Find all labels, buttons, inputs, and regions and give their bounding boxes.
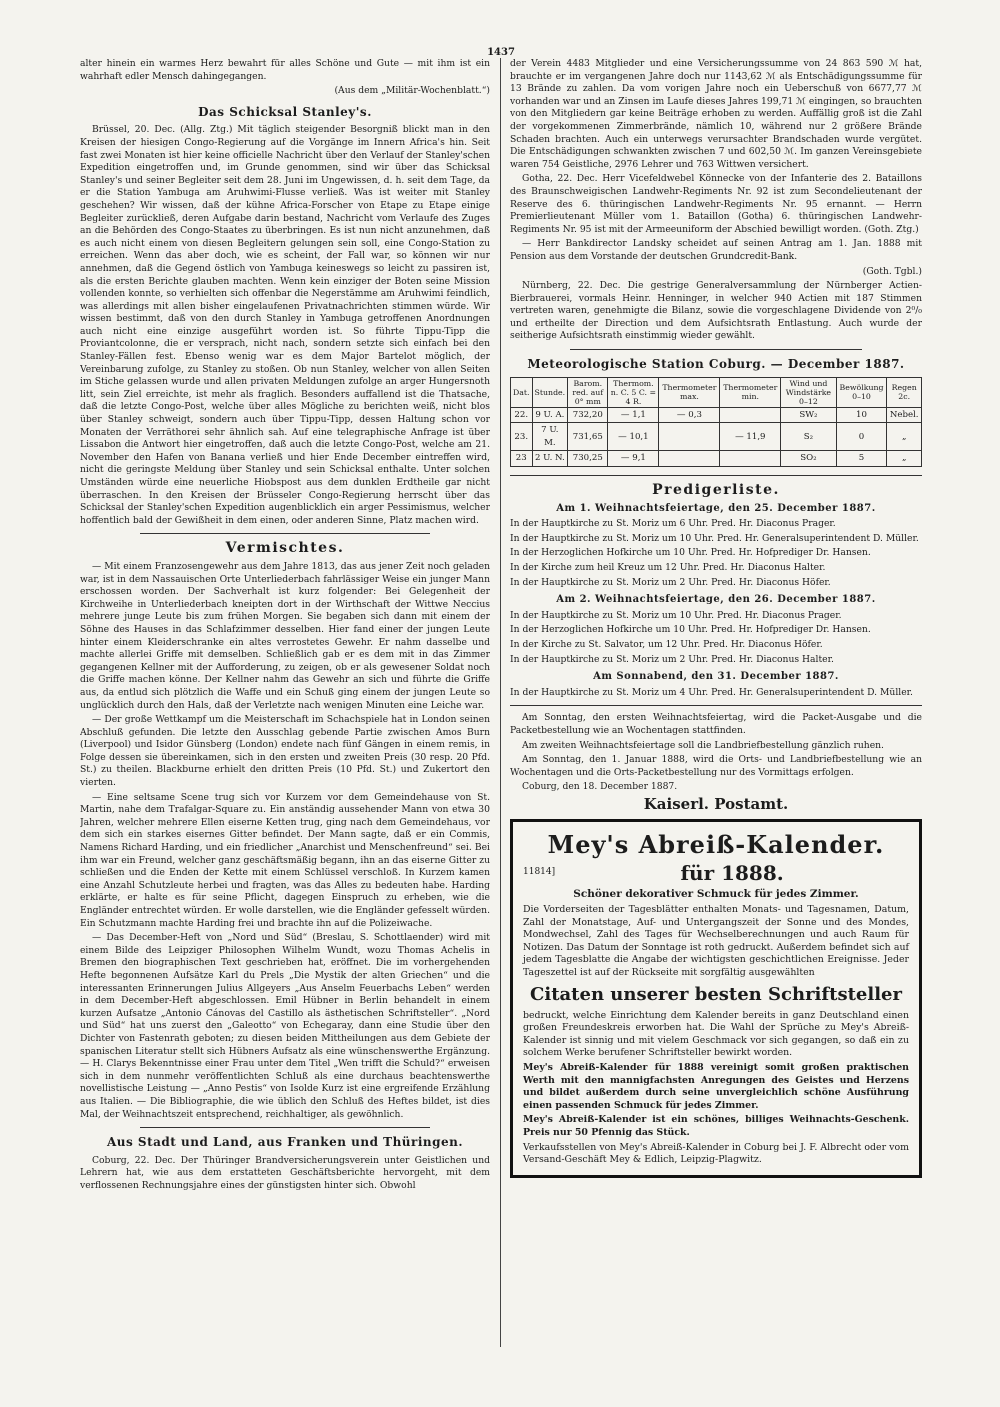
section-divider	[510, 475, 922, 476]
meteorology-heading: Meteorologische Station Coburg. — December 1887.	[527, 357, 905, 372]
column-header: Bewölkung 0–10	[836, 377, 887, 407]
ad-paragraph: bedruckt, welche Einrichtung dem Kalender bereits in ganz Deutschland einen großen Freundeskreis erworben hat. Die Wahl der Sprüche zu Mey's Abreiß-Kalender ist sinnig und mit vielem Geschmack vor sich gegangen, so daß ein zu solchem Werke berufener Schriftsteller bewirkt worden.	[523, 1009, 909, 1059]
news-paragraph: der Verein 4483 Mitglieder und eine Versicherungssumme von 24 863 590 ℳ hat, brauchte er im vergangenen Jahre doch nur 1143,62 ℳ als Entschädigungssumme für 13 Brände zu zahlen. Da vom vorigen Jahre noch ein Ueberschuß von 6677,77 ℳ vorhanden war und an Zinsen im Laufe dieses Jahres 199,71 ℳ eingingen, so brauchten von den Mitgliedern gar keine Beiträge erhoben zu werden. Auffällig groß ist die Zahl der vorgekommenen Zimmerbrände, nämlich 10, während nur 2 größere Brände Schaden brachten. Auch ein unterwegs verursachter Brandschaden wurde vergütet. Die Entschädigungen schwankten zwischen 7 und 602,50 ℳ. Im ganzen Vereinsgebiete waren 754 Geistliche, 2976 Lehrer und 763 Wittwen versichert.	[510, 58, 922, 170]
section-divider	[140, 1127, 430, 1128]
table-cell: — 1,1	[608, 407, 659, 423]
table-cell: 0	[836, 423, 887, 451]
ad-subtitle: Citaten unserer besten Schriftsteller	[530, 983, 902, 1005]
news-paragraph: Gotha, 22. Dec. Herr Vicefeldwebel Könnecke von der Infanterie des 2. Bataillons des Braunschweigischen Landwehr-Regiments Nr. 92 ist zum Secondelieutenant der Reserve des 6. thüringischen Landwehr-Regiments Nr. 95 ernannt. — Herrn Premierlieutenant Müller vom 1. Bataillon (Gotha) 6. thüringischen Landwehr-Regiments Nr. 95 ist mit der Armeeuniform der Abschied bewilligt worden. (Goth. Ztg.)	[510, 173, 922, 235]
news-source: (Goth. Tgbl.)	[862, 265, 922, 277]
intro-text: alter hinein ein warmes Herz bewahrt für alles Schöne und Gute — mit ihm ist ein wahrhaft edler Mensch dahingegangen.	[80, 58, 490, 82]
stadt-land-paragraph: Coburg, 22. Dec. Der Thüringer Brandversicherungsverein unter Geistlichen und Lehrern hat, wie aus dem erstatteten Geschäftsberichte hervorgeht, mit dem verflossenen Rechnungsjahre eines der günstigsten hinter sich. Obwohl	[80, 1154, 490, 1191]
table-cell: 5	[836, 451, 887, 467]
ad-tagline: Schöner dekorativer Schmuck für jedes Zimmer.	[573, 887, 859, 900]
vermischtes-paragraph: — Mit einem Franzosengewehr aus dem Jahre 1813, das aus jener Zeit noch geladen war, ist in dem Nassauischen Orte Unterliederbach fahrlässiger Weise ein junger Mann erschossen worden. Der Sachverhalt ist kurz folgender: Bei Gelegenheit der Kirchweihe in Unterliederbach kneipten dort in der Wirthschaft der Wittwe Neccius mehrere junge Leute bis zum frühen Morgen. Sie begaben sich dann mit einem der Söhne des Hauses in das Schlafzimmer desselben. Hier fand einer der jungen Leute hinter einem Kleiderschranke ein altes verrostetes Gewehr. Er nahm dasselbe und machte allerlei Griffe mit demselben. Schließlich gab er es dem mit in das Zimmer gegangenen Kellner mit der Aufforderung, zu zeigen, ob er als gewesener Soldat noch die Griffe machen könne. Der Kellner nahm das Gewehr an sich und führte die Griffe aus, da entlud sich plötzlich die Waffe und ein Schuß ging einem der jungen Leute so unglücklich durch den Hals, daß der Verletzte nach wenigen Minuten eine Leiche war.	[80, 560, 490, 711]
post-date: Coburg, den 18. December 1887.	[522, 781, 678, 793]
table-row	[511, 423, 922, 451]
service-item: In der Hauptkirche zu St. Moriz um 4 Uhr. Pred. Hr. Generalsuperintendent D. Müller.	[510, 686, 913, 698]
table-cell: 2 U. N.	[532, 451, 568, 467]
news-paragraph: Nürnberg, 22. Dec. Die gestrige Generalversammlung der Nürnberger Actien-Bierbrauerei, vormals Heinr. Henninger, in welcher 940 Actien mit 187 Stimmen vertreten waren, genehmigte die Bilanz, sowie die vorgeschlagene Dividende von 2⁰/₀ und ertheilte der Direction und dem Aufsichtsrath Entlastung. Auch wurde der seitherige Aufsichtsrath einstimmig wieder gewählt.	[510, 280, 922, 342]
column-header: Thermometer max.	[659, 377, 720, 407]
calendar-advertisement	[510, 819, 922, 1178]
column-header: Dat.	[511, 377, 533, 407]
ad-paragraph: Mey's Abreiß-Kalender für 1888 vereinigt somit großen praktischen Werth mit den mannigfachsten Anregungen des Geistes und Herzens und bildet außerdem durch seine unvergleichlich schöne Ausführung einen passenden Schmuck für jedes Zimmer.	[523, 1062, 909, 1111]
table-row	[511, 407, 922, 423]
stanley-paragraph: Brüssel, 20. Dec. (Allg. Ztg.) Mit täglich steigender Besorgniß blickt man in den Kreisen der hiesigen Congo-Regierung auf die Vorgänge im Innern Africa's hin. Seit fast zwei Monaten ist hier keine officielle Nachricht über den Verlauf der Stanley'schen Expedition eingetroffen und, im Grunde genommen, sind wir über das Schicksal Stanley's und seiner Begleiter seit dem 28. Juni im Ungewissen, d. h. seit dem Tage, da er die Station Yambuga am Aruhwimi-Flusse verließ. Was ist weiter mit Stanley geschehen? Wir wissen, daß der kühne Africa-Forscher von Etape zu Etape einige Begleiter zurückließ, deren Aufgabe darin bestand, Nachricht vom Verlaufe des Zuges an die Behörden des Congo-Staates zu überbringen. Es ist nun nicht anzunehmen, daß es auch nicht einem von diesen Begleitern gelungen sein soll, eine Congo-Station zu erreichen. Wenn das aber doch, wie es scheint, der Fall war, so können wir nur annehmen, daß die Gegend östlich von Yambuga keineswegs so leicht zu passiren ist, als die ersten Berichte glauben machten. Wenn kein einziger der Boten seine Mission vollenden konnte, so verhielten sich offenbar die Negerstämme am Aruhwimi feindlich, was allerdings mit allen bisher eingelaufenen Privatnachrichten stimmen würde. Wir wissen bestimmt, daß von den durch Stanley in Yambuga getroffenen Anordnungen auch nicht eine einzige ausgeführt worden ist. So führte Tippu-Tipp die Proviantcolonne, die er versprach, nicht nach, sondern setzte sich einfach bei den Stanley-Fällen fest. Ebenso wenig war es dem Major Bartelot möglich, der Vereinbarung zufolge, zu Stanley zu stoßen. Ob nun Stanley, welcher von allen Seiten im Stiche gelassen wurde und allen privaten Meldungen zufolge an arger Hungersnoth litt, sein Ziel erreichte, ist mehr als fraglich. Besonders auffallend ist die Thatsache, daß die letzte Congo-Post, welche über alles Mögliche zu berichten weiß, nicht blos über Stanley schweigt, sondern auch über Tippu-Tipp, dessen Haltung schon vor Monaten der Verräthorei sehr ähnlich sah. Auf eine telegraphische Anfrage ist über Lissabon die Antwort hier eingetroffen, daß auch die letzte Congo-Post, welche am 21. November den Hafen von Banana verließ und hier Ende December eintreffen wird, nicht die geringste Meldung über Stanley und sein Schicksal enthalte. Unter solchen Umständen würde eine neuerliche Hiobspost aus dem dunklen Erdtheile gar nicht überraschen. In den Kreisen der Brüsseler Congo-Regierung herrscht über das Schicksal der Stanley'schen Expedition augenblicklich ein arger Pessimismus, welcher hoffentlich bald der Gewißheit in dem einen, oder anderen Sinne, Platz machen wird.	[80, 124, 490, 526]
service-item: In der Hauptkirche zu St. Moriz um 2 Uhr. Pred. Hr. Diaconus Halter.	[510, 653, 834, 665]
post-paragraph: Am zweiten Weihnachtsfeiertage soll die Landbriefbestellung gänzlich ruhen.	[522, 739, 884, 751]
column-divider	[500, 58, 501, 1347]
table-cell: S₂	[781, 423, 836, 451]
service-item: In der Kirche zu St. Salvator, um 12 Uhr. Pred. Hr. Diaconus Höfer.	[510, 638, 823, 650]
service-day-heading: Am 2. Weihnachtsfeiertage, den 26. December 1887.	[556, 594, 876, 606]
stanley-heading: Das Schicksal Stanley's.	[198, 104, 372, 119]
ad-title: Mey's Abreiß-Kalender.	[547, 829, 885, 859]
table-cell: 732,20	[568, 407, 608, 423]
ad-paragraph: Die Vorderseiten der Tagesblätter enthalten Monats- und Tagesnamen, Datum, Zahl der Monatstage, Auf- und Untergangszeit der Sonne und des Mondes, Mondwechsel, Zahl des Tages für Wechselberechnungen und auch Raum für Notizen. Das Datum der Sonntage ist roth gedruckt. Außerdem befindet sich auf jedem Tagesblatte die Angabe der wichtigsten geschichtlichen Ereignisse. Jeder Tageszettel ist auf der Rückseite mit sorgfältig ausgewählten	[523, 904, 909, 979]
vermischtes-paragraph: — Der große Wettkampf um die Meisterschaft im Schachspiele hat in London seinen Abschluß gefunden. Die letzte den Ausschlag gebende Partie zwischen Amos Burn (Liverpool) und Isidor Günsberg (London) endete nach fünf Gängen in einem remis, in Folge dessen sie übereinkamen, sich in den ersten und zweiten Preis (30 resp. 20 Pfd. St.) zu theilen. Blackburne erhielt den dritten Preis (10 Pfd. St.) und Zukertort den vierten.	[80, 714, 490, 789]
section-divider	[510, 705, 922, 706]
section-divider	[570, 349, 862, 350]
service-item: In der Hauptkirche zu St. Moriz um 10 Uhr. Pred. Hr. Generalsuperintendent D. Müller.	[510, 532, 919, 544]
table-cell: „	[887, 451, 922, 467]
table-cell	[659, 423, 720, 451]
table-header-row	[511, 377, 922, 407]
column-header: Barom. red. auf 0° mm	[568, 377, 608, 407]
table-cell	[659, 451, 720, 467]
service-day-heading: Am Sonnabend, den 31. December 1887.	[593, 671, 839, 683]
table-cell	[720, 451, 781, 467]
table-cell: — 10,1	[608, 423, 659, 451]
table-cell: 7 U. M.	[532, 423, 568, 451]
post-paragraph: Am Sonntag, den 1. Januar 1888, wird die Orts- und Landbriefbestellung wie an Wochentagen und die Orts-Packetbestellung nur des Vormittags erfolgen.	[510, 754, 922, 778]
table-cell: 9 U. A.	[532, 407, 568, 423]
table-cell: 22.	[511, 407, 533, 423]
service-item: In der Hauptkirche zu St. Moriz um 6 Uhr. Pred. Hr. Diaconus Prager.	[510, 518, 836, 530]
service-item: In der Herzoglichen Hofkirche um 10 Uhr. Pred. Hr. Hofprediger Dr. Hansen.	[510, 547, 871, 559]
service-item: In der Kirche zum heil Kreuz um 12 Uhr. Pred. Hr. Diaconus Halter.	[510, 562, 826, 573]
column-header: Thermometer min.	[720, 377, 781, 407]
table-cell: SO₂	[781, 451, 836, 467]
column-header: Thermom. n. C. 5 C. = 4 R.	[608, 377, 659, 407]
post-paragraph: Am Sonntag, den ersten Weihnachtsfeiertag, wird die Packet-Ausgabe und die Packetbestellung wie an Wochentagen stattfinden.	[510, 712, 922, 736]
service-item: In der Hauptkirche zu St. Moriz um 2 Uhr. Pred. Hr. Diaconus Höfer.	[510, 576, 831, 588]
table-cell: 23.	[511, 423, 533, 451]
column-header: Stunde.	[532, 377, 568, 407]
table-cell	[720, 407, 781, 423]
table-cell: SW₂	[781, 407, 836, 423]
ad-paragraph: Mey's Abreiß-Kalender ist ein schönes, billiges Weihnachts-Geschenk. Preis nur 50 Pfennig das Stück.	[523, 1114, 909, 1138]
predigerliste-heading: Predigerliste.	[652, 482, 780, 499]
meteorology-table	[510, 377, 922, 467]
table-cell: 731,65	[568, 423, 608, 451]
table-cell: — 9,1	[608, 451, 659, 467]
page-number: 1437	[487, 47, 515, 58]
table-cell: 730,25	[568, 451, 608, 467]
vermischtes-paragraph: — Eine seltsame Scene trug sich vor Kurzem vor dem Gemeindehause von St. Martin, nahe dem Trafalgar-Square zu. Ein anständig aussehender Mann von etwa 30 Jahren, welcher mehrere Ellen eiserne Ketten trug, ging nach dem Gemeindehaus, vor dem sich ein starkes eisernes Gitter befindet. Der Mann sagte, daß er ein Commis, Namens Richard Harding, und ein friedlicher „Anarchist und Menschenfreund“ sei. Bei ihm war ein Freund, welcher ganz geschäftsmäßig begann, ihn an das eiserne Gitter zu schließen und die Enden der Kette mit einem Schlüssel verschloß. In Kurzem kamen eine Anzahl Schutzleute herbei und fragten, was das Alles zu bedeuten habe. Harding erklärte, er halte es für seine Pflicht, dagegen Einspruch zu erheben, wie die Engländer entrechtet würden. Er wolle darstellen, wie die Engländer gefesselt würden. Ein Schutzmann machte Harding frei und brachte ihn auf die Polizeiwache.	[80, 791, 490, 929]
table-cell: — 11,9	[720, 423, 781, 451]
ad-code: 11814]	[523, 866, 556, 877]
vermischtes-paragraph: — Das December-Heft von „Nord und Süd“ (Breslau, S. Schottlaender) wird mit einem Bilde des Leipziger Philosophen Wilhelm Wundt, wozu Thomas Achelis in Bremen den biographischen Text geschrieben hat, eröffnet. Die im vorhergehenden Hefte begonnenen Aufsätze Karl du Prels „Die Mystik der alten Griechen“ und die interessanten Erinnerungen Julius Allgeyers „Aus Anselm Feuerbachs Leben“ werden in dem December-Heft abgeschlossen. Emil Hübner in Berlin behandelt in einem kurzen Aufsatze „Antonio Cánovas del Castillo als ästhetischen Schriftsteller“. „Nord und Süd“ hat uns zuerst den „Galeotto“ von Echegaray, dann eine Studie über den Dichter von Fastenrath geboten; zu diesen beiden Mittheilungen aus dem Gebiete der spanischen Literatur stellt sich Hübners Aufsatz als eine wünschenswerthe Ergänzung. — H. Clarys Bekenntnisse einer Frau unter dem Titel „Wen trifft die Schuld?“ erweisen sich in dem nunmehr veröffentlichten Schluß als eine durchaus beachtenswerthe novellistische Leistung — „Anno Pestis“ von Isolde Kurz ist eine ergreifende Erzählung aus Italien. — Die Bibliographie, die wie üblich den Schluß des Heftes bildet, ist dies Mal, der Weihnachtszeit entsprechend, reichhaltiger, als gewöhnlich.	[80, 932, 490, 1120]
table-cell: 10	[836, 407, 887, 423]
vermischtes-heading: Vermischtes.	[225, 540, 345, 557]
stadt-land-heading: Aus Stadt und Land, aus Franken und Thüringen.	[106, 1135, 464, 1150]
column-header: Regen 2c.	[887, 377, 922, 407]
table-cell: Nebel.	[887, 407, 922, 423]
service-item: In der Herzoglichen Hofkirche um 10 Uhr. Pred. Hr. Hofprediger Dr. Hansen.	[510, 624, 871, 636]
ad-paragraph: Verkaufsstellen von Mey's Abreiß-Kalender in Coburg bei J. F. Albrecht oder vom Versand-Geschäft Mey & Edlich, Leipzig-Plagwitz.	[523, 1141, 909, 1166]
column-header: Wind und Windstärke 0–12	[781, 377, 836, 407]
post-signature: Kaiserl. Postamt.	[643, 794, 789, 813]
table-cell: — 0,3	[659, 407, 720, 423]
table-cell: 23	[511, 451, 533, 467]
service-item: In der Hauptkirche zu St. Moriz um 10 Uhr. Pred. Hr. Diaconus Prager.	[510, 609, 842, 621]
ad-year: für 1888.	[680, 860, 784, 885]
left-column	[80, 58, 490, 1347]
news-paragraph: — Herr Bankdirector Landsky scheidet auf seinen Antrag am 1. Jan. 1888 mit Pension aus dem Vorstande der deutschen Grundcredit-Bank.	[510, 238, 922, 262]
right-column	[510, 58, 922, 1347]
table-cell: „	[887, 423, 922, 451]
section-divider	[140, 533, 430, 534]
intro-source: (Aus dem „Militär-Wochenblatt.“)	[334, 85, 490, 97]
table-row	[511, 451, 922, 467]
service-day-heading: Am 1. Weihnachtsfeiertage, den 25. December 1887.	[556, 502, 876, 514]
